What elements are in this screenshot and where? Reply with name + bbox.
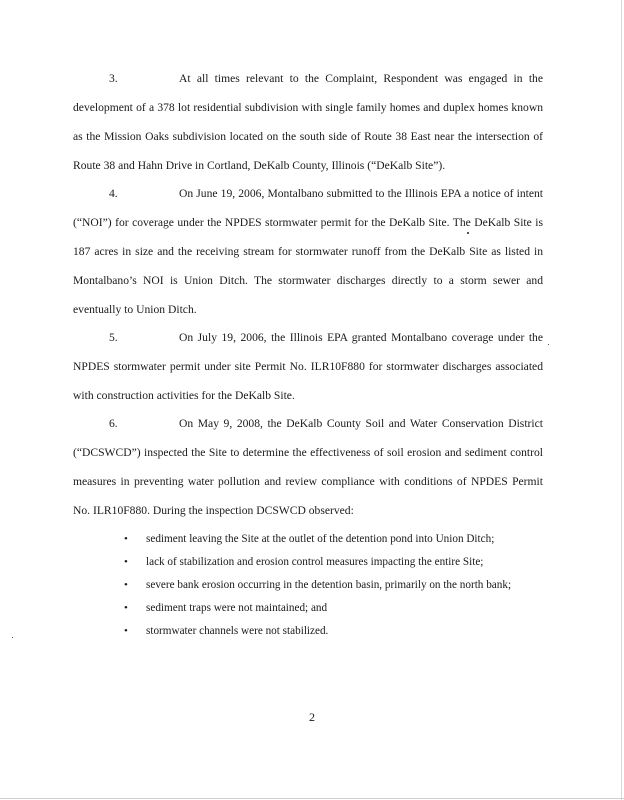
bullet-icon: • <box>124 533 128 545</box>
scan-edge <box>621 0 622 800</box>
paragraph-number: 4. <box>109 187 118 200</box>
paragraph-text: On May 9, 2008, the DeKalb County Soil and Water Conservation District (“DCSWCD”) inspected the Site to determine the effectiveness of soil erosion and sediment control measures in preventing water pollution and review compliance with conditions of NPDES Permit No. ILR10F880. During the inspection DCSWCD observed: <box>73 417 543 517</box>
list-item <box>124 620 554 643</box>
paragraph-4 <box>73 179 543 324</box>
paragraph-number: 3. <box>109 72 118 85</box>
paragraph-number: 6. <box>109 417 118 430</box>
observation-list <box>124 528 554 643</box>
list-item-text: lack of stabilization and erosion control measures impacting the entire Site; <box>146 556 484 568</box>
scan-speck <box>12 637 13 638</box>
paragraph-6 <box>73 409 543 525</box>
paragraph-text: On June 19, 2006, Montalbano submitted to the Illinois EPA a notice of intent (“NOI”) for coverage under the NPDES stormwater permit for the DeKalb Site. The DeKalb Site is 187 acres in size and the receiving stream for stormwater runoff from the DeKalb Site as listed in Montalbano’s NOI is Union Ditch. The stormwater discharges directly to a storm sewer and eventually to Union Ditch. <box>73 187 543 316</box>
bullet-icon: • <box>124 556 128 568</box>
paragraph-text: On July 19, 2006, the Illinois EPA granted Montalbano coverage under the NPDES stormwater permit under site Permit No. ILR10F880 for stormwater discharges associated with construction activities for the DeKalb Site. <box>73 331 543 402</box>
paragraph-number: 5. <box>109 331 118 344</box>
paragraph-5 <box>73 323 543 410</box>
scan-speck <box>467 232 469 234</box>
scan-edge <box>0 798 624 799</box>
list-item <box>124 528 554 551</box>
list-item <box>124 597 554 620</box>
bullet-icon: • <box>124 625 128 637</box>
scan-speck <box>548 344 549 345</box>
list-item <box>124 574 554 597</box>
bullet-icon: • <box>124 579 128 591</box>
list-item-text: stormwater channels were not stabilized. <box>146 625 329 637</box>
page-number: 2 <box>309 710 315 724</box>
list-item-text: sediment traps were not maintained; and <box>146 602 328 614</box>
list-item-text: severe bank erosion occurring in the detention basin, primarily on the north bank; <box>146 579 512 591</box>
bullet-icon: • <box>124 602 128 614</box>
list-item-text: sediment leaving the Site at the outlet of the detention pond into Union Ditch; <box>146 533 495 545</box>
list-item <box>124 551 554 574</box>
paragraph-3 <box>73 64 543 180</box>
paragraph-text: At all times relevant to the Complaint, Respondent was engaged in the development of a 378 lot residential subdivision with single family homes and duplex homes known as the Mission Oaks subdivision located on the south side of Route 38 East near the intersection of Route 38 and Hahn Drive in Cortland, DeKalb County, Illinois (“DeKalb Site”). <box>73 72 543 172</box>
